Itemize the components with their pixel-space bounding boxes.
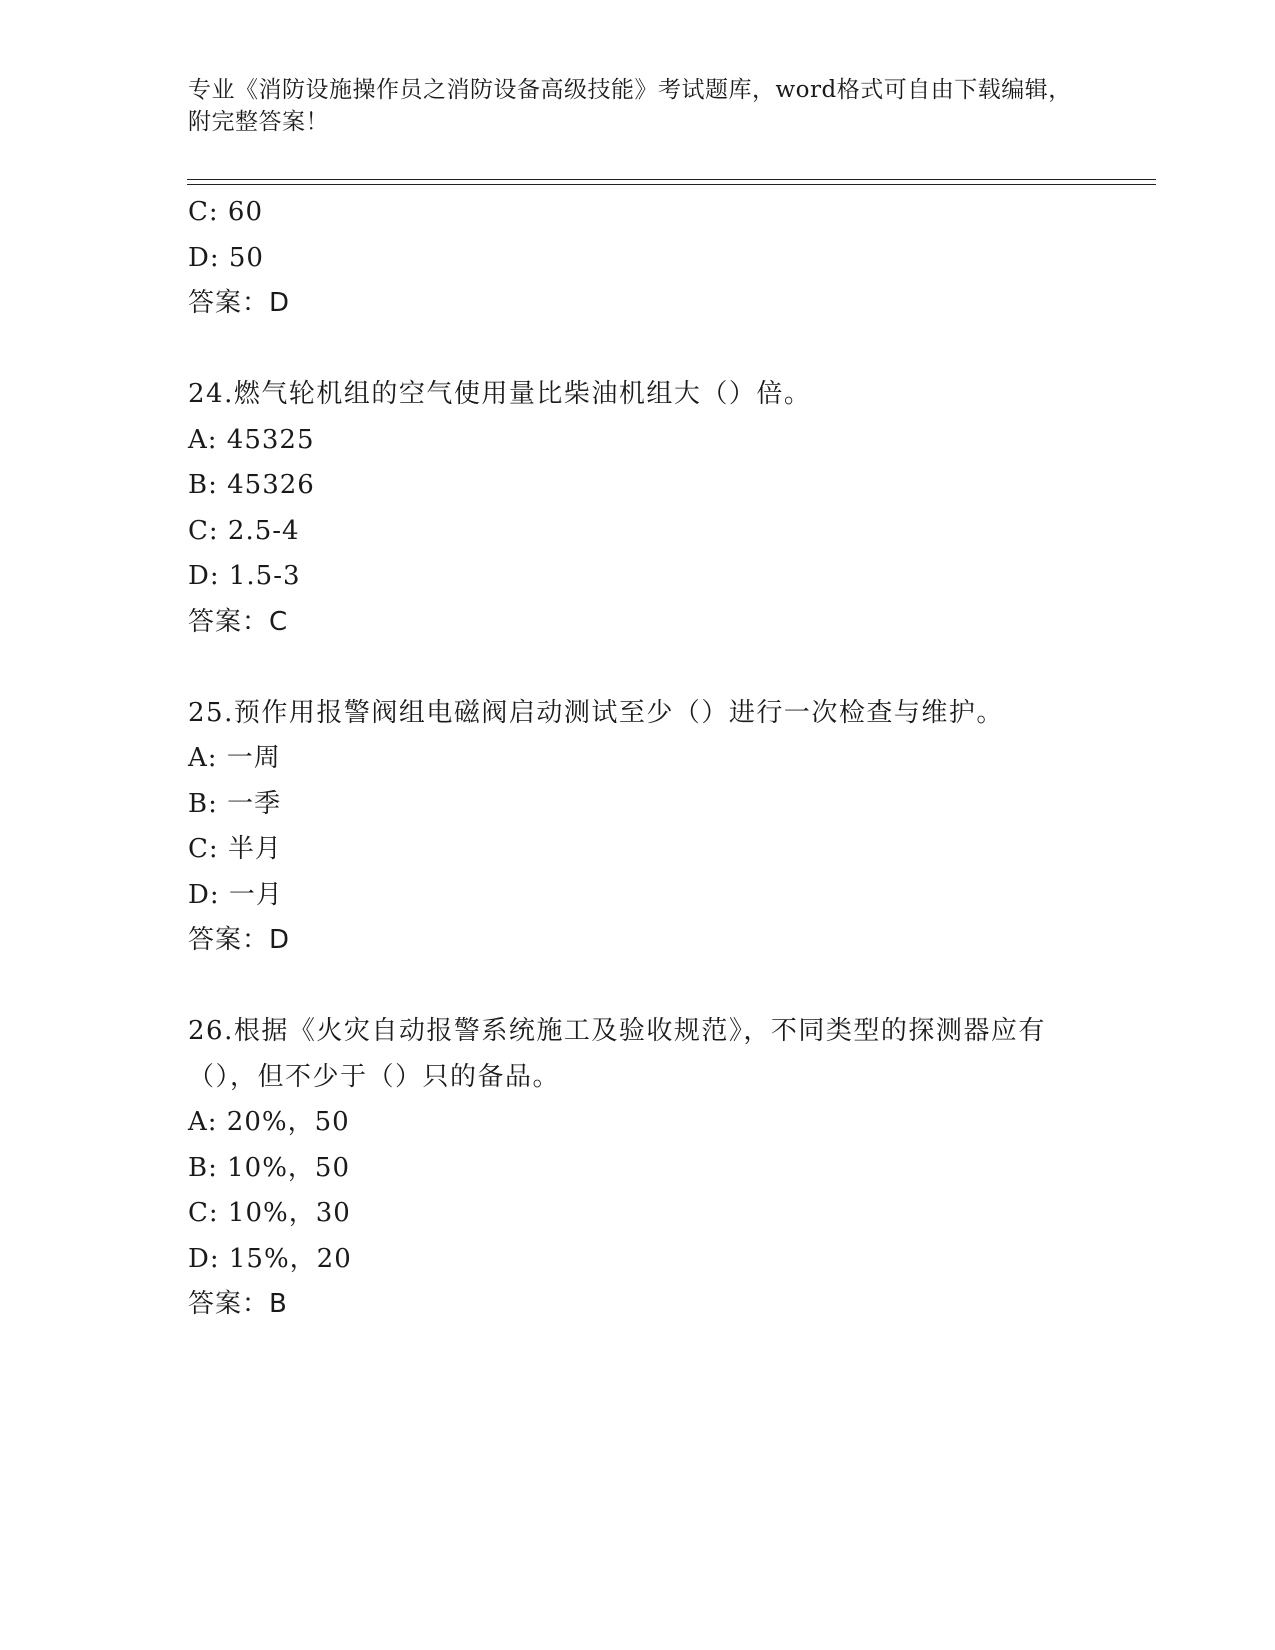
question-block	[188, 1009, 1088, 1328]
question-text: 26.根据《火灾自动报警系统施工及验收规范》，不同类型的探测器应有（），但不少于（）只的备品。	[188, 1016, 1046, 1092]
option-b: B: 10%，50	[188, 1152, 351, 1183]
answer: 答案：D	[188, 925, 291, 955]
document-header: 专业《消防设施操作员之消防设备高级技能》考试题库，word格式可自由下载编辑，附完整答案！	[188, 77, 1072, 135]
question-block	[188, 372, 1088, 645]
header-rule-bottom	[187, 184, 1156, 185]
question-block	[188, 691, 1088, 964]
option-a: A: 45325	[188, 424, 315, 455]
answer: 答案：D	[188, 288, 291, 318]
option-c: C: 2.5-4	[188, 515, 300, 546]
question-text: 24.燃气轮机组的空气使用量比柴油机组大（）倍。	[188, 379, 812, 409]
option-c: C: 半月	[188, 834, 282, 864]
question-list	[188, 190, 1088, 1328]
spacer	[188, 327, 1088, 373]
answer: 答案：B	[188, 1289, 288, 1319]
question-text: 25.预作用报警阀组电磁阀启动测试至少（）进行一次检查与维护。	[188, 697, 1004, 728]
option-d: D: 50	[188, 242, 264, 273]
option-a: A: 一周	[188, 743, 281, 773]
spacer	[188, 964, 1088, 1010]
option-d: D: 15%，20	[188, 1243, 352, 1274]
header-rule-top	[187, 179, 1156, 180]
option-d: D: 一月	[188, 879, 283, 910]
spacer	[188, 645, 1088, 691]
question-block	[188, 190, 1088, 327]
option-c: C: 10%，30	[188, 1198, 351, 1228]
option-c: C: 60	[188, 197, 264, 227]
option-b: B: 一季	[188, 788, 282, 819]
option-b: B: 45326	[188, 470, 315, 500]
option-a: A: 20%，50	[188, 1107, 350, 1137]
answer: 答案：C	[188, 606, 289, 637]
option-d: D: 1.5-3	[188, 561, 301, 591]
